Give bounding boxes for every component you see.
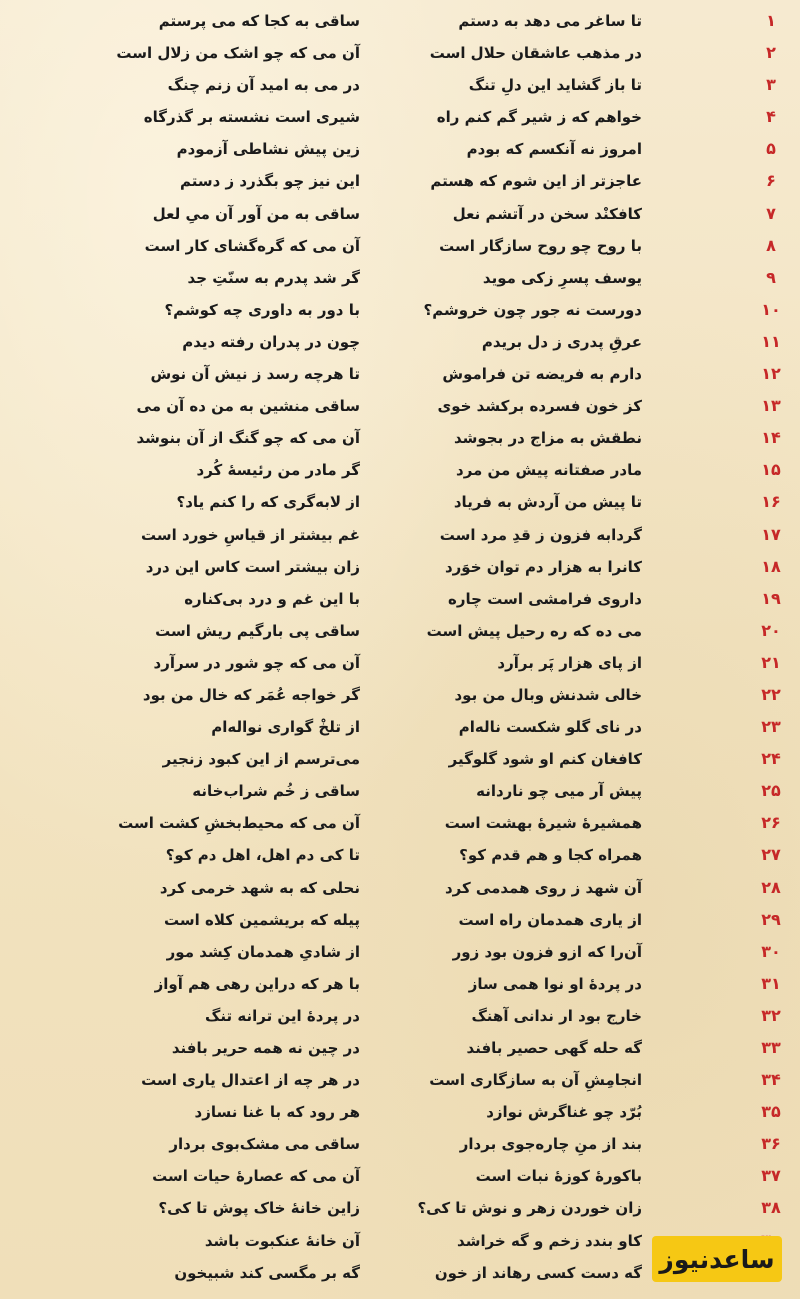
verse-row [0,776,800,808]
first-hemistich: ساقی ز خُم شراب‌خانه [192,782,360,801]
first-hemistich: این نیز چو بگذرد ز دستم [179,172,360,191]
first-hemistich: تا هرچه رسد ز نیش آن نوش [150,365,360,384]
first-hemistich: چون در پدران رفته دیدم [182,332,360,351]
verse-number: ۳۴ [761,1070,781,1090]
first-hemistich: ساقی می مشک‌بوی بردار [169,1135,360,1154]
second-hemistich: بُرّد چو غناگرش نوازد [486,1103,642,1122]
verse-number: ۱۷ [761,524,781,544]
second-hemistich: باکورهٔ کوزهٔ نبات است [475,1167,642,1186]
verse-number: ۱ [766,11,776,30]
verse-row [0,905,800,937]
verse-number: ۹ [766,267,776,287]
second-hemistich: خالی شدنش وبال من بود [454,685,642,704]
verse-number: ۲۱ [761,652,781,672]
verse-number: ۳۶ [761,1134,781,1154]
first-hemistich: با هر که دراین رهی هم آواز [154,974,360,993]
verse-number: ۱۶ [761,492,781,512]
second-hemistich: پیش آر میی چو ناردانه [476,782,642,801]
verse-row [0,680,800,712]
verse-row [0,327,800,359]
first-hemistich: هر رود که با غنا نسازد [194,1103,360,1122]
verse-number: ۱۰ [761,299,781,319]
second-hemistich: تا باز گشاید این دلِ تنگ [468,76,642,95]
second-hemistich: بند از منِ چاره‌جوی بردار [459,1135,642,1154]
poem-lines [0,6,800,1290]
first-hemistich: از تلخْ گواری نواله‌ام [211,718,360,737]
second-hemistich: در نای گلو شکست ناله‌ام [458,718,642,737]
second-hemistich: دارم به فریضه تن فراموش [442,365,642,384]
verse-number: ۲ [766,43,776,63]
second-hemistich: امروز نه آنکسم که بودم [466,140,642,159]
verse-row [0,455,800,487]
verse-row [0,648,800,680]
verse-number: ۳۸ [761,1198,781,1218]
second-hemistich: کافغان کنم او شود گلوگیر [448,750,642,769]
verse-row [0,1001,800,1033]
verse-row [0,487,800,519]
first-hemistich: ساقی به من آور آن میِ لعل [152,204,360,223]
verse-number: ۳۲ [761,1005,781,1025]
verse-number: ۳۱ [761,973,781,993]
verse-row [0,166,800,198]
verse-number: ۲۲ [761,684,781,704]
verse-row [0,1161,800,1193]
second-hemistich: در پردهٔ او نوا همی ساز [468,974,642,993]
verse-number: ۴ [766,107,776,127]
second-hemistich: عاجزتر از این شوم که هستم [430,172,642,191]
first-hemistich: با این غم و درد بی‌کناره [184,589,360,608]
verse-number: ۱۹ [761,588,781,608]
verse-number: ۱۲ [761,364,781,384]
verse-row [0,969,800,1001]
verse-row [0,263,800,295]
first-hemistich: آن می که چو شور در سرآرد [153,653,360,672]
second-hemistich: از پای هزار پَر برآرد [497,653,642,672]
first-hemistich: آن می که چو گنگ از آن بنوشد [136,429,360,448]
verse-row [0,808,800,840]
verse-number: ۱۳ [761,396,781,416]
verse-row [0,70,800,102]
verse-number: ۱۴ [761,428,781,448]
verse-row [0,552,800,584]
verse-number: ۲۸ [761,877,781,897]
first-hemistich: آن می که عصارهٔ حیات است [152,1167,360,1186]
second-hemistich: آن شهد ز روی همدمی کرد [444,878,642,897]
verse-row [0,231,800,263]
verse-number: ۲۹ [761,909,781,929]
verse-row [0,391,800,423]
first-hemistich: در چین نه همه حریر بافند [171,1039,360,1057]
first-hemistich: در هر چه از اعتدال یاری است [141,1071,360,1090]
second-hemistich: از یاری همدمان راه است [458,910,642,929]
verse-number: ۵ [766,139,776,159]
first-hemistich: آن می که محیط‌بخشِ کشت است [118,814,360,833]
first-hemistich: گر شد پدرم به سنّتِ جد [187,268,360,287]
second-hemistich: تا ساغر می دهد به دستم [458,12,642,30]
first-hemistich: می‌ترسم از این کبود زنجیر [162,750,360,769]
second-hemistich: با روح چو روح سازگار است [439,236,642,255]
second-hemistich: گه حله گهی حصیر بافند [466,1039,642,1057]
first-hemistich: ساقی منشین به من ده آن می [136,397,360,416]
second-hemistich: گردابه فزون ز قدِ مرد است [439,525,642,544]
first-hemistich: آن می که چو اشک من زلال است [116,44,360,63]
verse-row [0,744,800,776]
verse-row [0,520,800,552]
verse-row [0,1097,800,1129]
second-hemistich: زان خوردن زهر و نوش تا کی؟ [417,1199,642,1218]
verse-row [0,134,800,166]
first-hemistich: زاین خانهٔ خاک پوش تا کی؟ [158,1199,360,1218]
verse-number: ۲۵ [761,781,781,801]
verse-row [0,38,800,70]
verse-number: ۶ [766,171,776,191]
second-hemistich: آن‌را که ازو فزون بود زور [452,942,642,961]
second-hemistich: کاو بندد زخم و گه خراشد [457,1231,642,1250]
first-hemistich: آن می که گره‌گشای کار است [144,236,360,255]
second-hemistich: در مذهب عاشقان حلال است [429,44,642,63]
second-hemistich: گه دست کسی رهاند از خون [434,1263,642,1282]
first-hemistich: غم بیشتر از قیاسِ خورد است [141,525,360,544]
first-hemistich: ساقی پی بارگیم ریش است [155,621,360,640]
verse-number: ۲۴ [761,749,781,769]
first-hemistich: پیله که بریشمین کلاه است [164,910,360,929]
verse-row [0,873,800,905]
verse-row [0,840,800,872]
second-hemistich: داروی فرامشی است چاره [448,589,642,608]
verse-number: ۲۶ [761,813,781,833]
second-hemistich: تا پیش من آردش به فریاد [453,493,642,512]
verse-row [0,359,800,391]
second-hemistich: کافکنْد سخن در آتشم نعل [452,204,642,223]
second-hemistich: مادر صفتانه پیش من مرد [456,461,642,480]
verse-number: ۳۵ [761,1102,781,1122]
second-hemistich: همشیرهٔ شیرهٔ بهشت است [444,814,642,833]
verse-number: ۸ [766,235,776,255]
first-hemistich: در می به امید آن زنم چنگ [167,76,360,95]
verse-row [0,937,800,969]
first-hemistich: گر مادر من رئیسهٔ کُرد [196,461,360,480]
first-hemistich: گر خواجه عُمَر که خال من بود [142,685,360,704]
first-hemistich: تا کی دم اهل، اهل دم کو؟ [165,846,360,865]
first-hemistich: نحلی که به شهد خرمی کرد [159,878,360,897]
verse-row [0,1129,800,1161]
verse-number: ۳۷ [761,1166,781,1186]
second-hemistich: خواهم که ز شیر گم کنم راه [436,108,642,127]
verse-row [0,616,800,648]
site-logo[interactable] [652,1236,782,1282]
second-hemistich: نطقش به مزاج در بجوشد [453,429,642,448]
verse-number: ۳ [766,75,776,95]
verse-number: ۲۷ [761,845,781,865]
verse-number: ۲۳ [761,717,781,737]
verse-row [0,102,800,134]
first-hemistich: از لابه‌گری که را کنم یاد؟ [176,493,360,512]
first-hemistich: با دور به داوری چه کوشم؟ [164,300,360,319]
verse-row [0,1193,800,1225]
first-hemistich: از شادیِ همدمان کِشد مور [166,942,360,961]
first-hemistich: آن خانهٔ عنکبوت باشد [204,1231,360,1250]
first-hemistich: گه بر مگسی کند شبیخون [174,1263,360,1282]
verse-number: ۱۸ [761,556,781,576]
second-hemistich: خارج بود ار ندانی آهنگ [471,1006,642,1025]
verse-number: ۱۱ [761,331,781,351]
verse-number: ۲۰ [761,620,781,640]
verse-row [0,423,800,455]
second-hemistich: دورست نه جور چون خروشم؟ [423,300,642,319]
first-hemistich: در پردهٔ این ترانه تنگ [205,1006,360,1025]
verse-number: ۷ [766,203,776,223]
second-hemistich: کز خون فسرده برکشد خوی [437,397,642,416]
verse-number: ۳۳ [761,1038,781,1057]
second-hemistich: انجامِشِ آن به سازگاری است [429,1071,642,1090]
second-hemistich: یوسف پسرِ زکی موید [482,268,642,287]
first-hemistich: شیری است نشسته بر گذرگاه [143,108,360,127]
verse-number: ۳۰ [761,941,781,961]
verse-row [0,295,800,327]
verse-row [0,199,800,231]
site-logo-text: ساعدنیوز [659,1244,775,1274]
first-hemistich: زان بیشتر است کاس این درد [145,557,360,576]
first-hemistich: زین پیش نشاطی آزمودم [176,140,360,159]
second-hemistich: کانرا به هزار دم توان خوَرد [444,557,642,576]
verse-row [0,1033,800,1065]
second-hemistich: می ده که ره رحیل پیش است [426,621,642,640]
verse-number: ۱۵ [761,460,781,480]
verse-row [0,6,800,38]
first-hemistich: ساقی به کجا که می پرستم [158,12,360,30]
verse-row [0,1065,800,1097]
second-hemistich: عرقِ پدری ز دل بریدم [481,332,642,351]
second-hemistich: همراه کجا و هم قدم کو؟ [459,846,642,865]
verse-row [0,712,800,744]
verse-row [0,584,800,616]
